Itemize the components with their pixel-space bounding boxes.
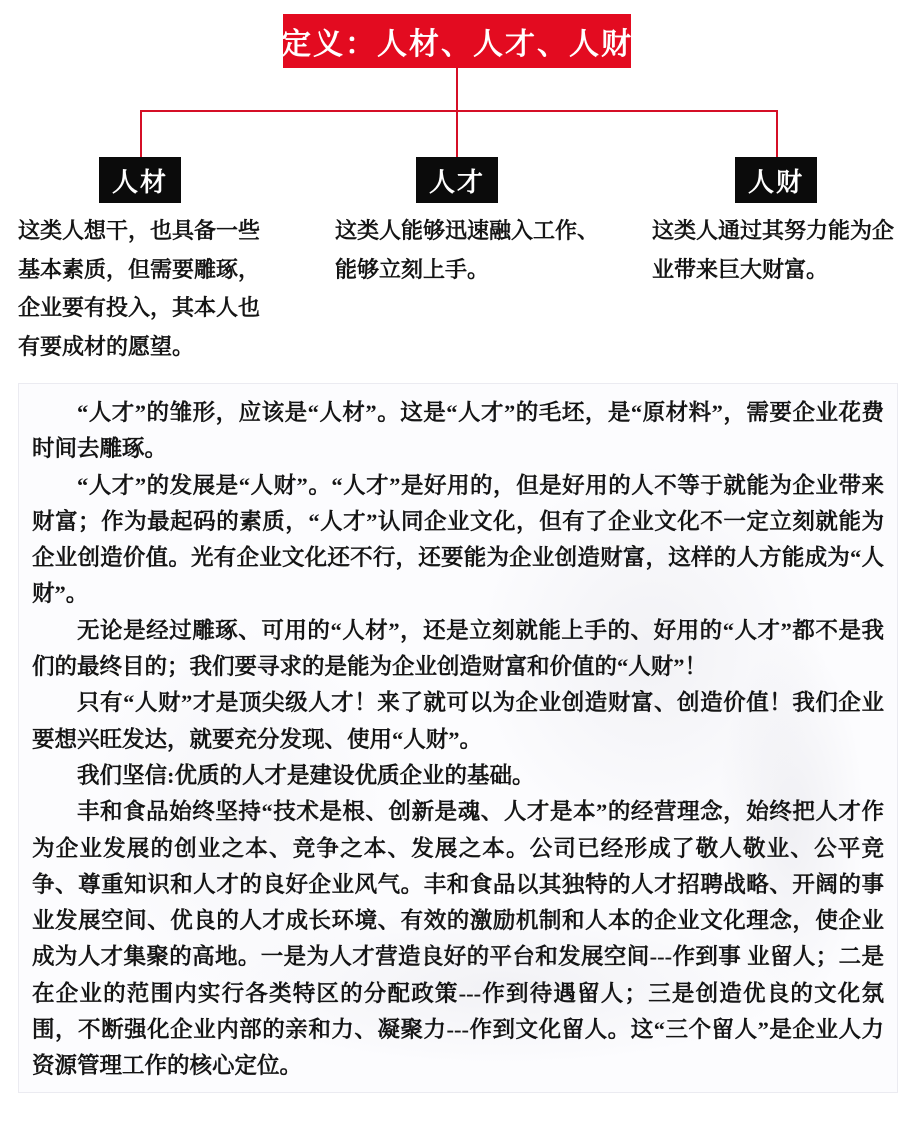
node-rencai-material <box>99 157 181 203</box>
article-paragraph: “人才”的雏形，应该是“人材”。这是“人才”的毛坯，是“原材料”，需要企业花费时间去雕琢。 <box>32 400 884 462</box>
connector-drop-right <box>776 110 778 157</box>
node-label: 人材 <box>111 167 168 197</box>
connector-drop-left <box>140 110 142 157</box>
article-paragraph: 无论是经过雕琢、可用的“人材”，还是立刻就能上手的、好用的“人才”都不是我们的最终目的；我们要寻求的是能为企业创造财富和价值的“人财”！ <box>32 617 884 680</box>
connector-horizontal <box>140 110 777 112</box>
connector-root-vertical <box>456 68 458 157</box>
article-panel <box>18 383 898 1093</box>
banner-title: 定义：人材、人才、人财 <box>281 28 633 61</box>
node-rencai-wealth <box>735 157 817 203</box>
node-label: 人财 <box>747 167 804 197</box>
definition-diagram <box>0 0 915 383</box>
article-paragraph: 我们坚信:优质的人才是建设优质企业的基础。 <box>77 762 535 788</box>
definition-banner <box>283 14 631 68</box>
article-paragraph: 只有“人财”才是顶尖级人才！来了就可以为企业创造财富、创造价值！我们企业要想兴旺发达，就要充分发现、使用“人财”。 <box>32 690 884 752</box>
node-label: 人才 <box>428 167 485 197</box>
node-description-wealth: 这类人通过其努力能为企业带来巨大财富。 <box>652 218 895 282</box>
node-description-talent: 这类人能够迅速融入工作、能够立刻上手。 <box>335 218 600 282</box>
node-rencai-talent <box>416 157 498 203</box>
article-paragraph: “人才”的发展是“人财”。“人才”是好用的，但是好用的人不等于就能为企业带来财富；作为最起码的素质，“人才”认同企业文化，但有了企业文化不一定立刻就能为企业创造价值。光有企业文化还不行，还要能为企业创造财富，这样的人方能成为“人财”。 <box>32 472 884 607</box>
article-paragraph: 丰和食品始终坚持“技术是根、创新是魂、人才是本”的经营理念，始终把人才作为企业发展的创业之本、竞争之本、发展之本。公司已经形成了敬人敬业、公平竞争、尊重知识和人才的良好企业风气。丰和食品以其独特的人才招聘战略、开阔的事业发展空间、优良的人才成长环境、有效的激励机制和人本的企业文化理念，使企业成为人才集聚的高地。一是为人才营造良好的平台和发展空间---作到事 业留人；二是在企业的范围内实行各类特区的分配政策---作到待遇留人；三是创造优良的文化氛围，不断强化企业内部的亲和力、凝聚力---作到文化留人。这“三个留人”是企业人力资源管理工作的核心定位。 <box>32 799 884 1079</box>
node-description-material: 这类人想干，也具备一些基本素质，但需要雕琢，企业要有投入，其本人也有要成材的愿望。 <box>18 218 261 359</box>
